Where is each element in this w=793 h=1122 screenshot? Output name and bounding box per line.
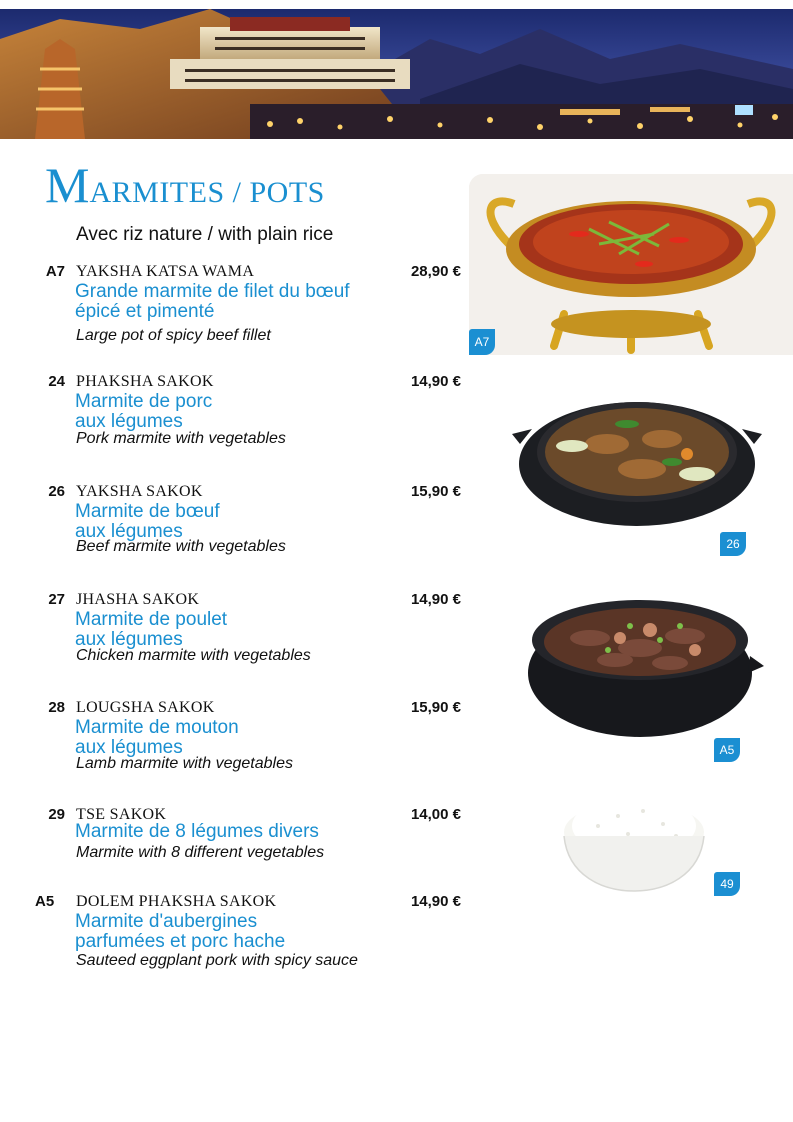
item-name: PHAKSHA SAKOK (76, 373, 214, 390)
plain-rice-bowl-photo (558, 786, 710, 896)
item-description-fr-line: aux légumes (75, 520, 183, 542)
item-description-en: Sauteed eggplant pork with spicy sauce (76, 952, 358, 969)
item-description-en: Beef marmite with vegetables (76, 538, 286, 555)
item-description-fr (75, 912, 405, 951)
menu-item (0, 483, 470, 568)
eggplant-pork-clay-pot-photo (520, 578, 765, 743)
item-description-en: Marmite with 8 different vegetables (76, 844, 325, 861)
item-code: 28 (48, 699, 65, 716)
photo-tag: 26 (720, 532, 746, 556)
page-title-rest: ARMITES / POTS (89, 176, 325, 209)
item-description-en: Chicken marmite with vegetables (76, 647, 311, 664)
item-description-fr-line: Marmite de poulet (75, 609, 228, 630)
item-description-fr-line: Marmite de porc (75, 391, 213, 412)
item-description-en: Pork marmite with vegetables (76, 430, 286, 447)
photo-tag: 49 (714, 872, 740, 896)
menu-item (0, 893, 470, 978)
item-code: 27 (48, 591, 65, 608)
item-description-fr (75, 610, 405, 649)
page-title-initial: M (45, 157, 90, 213)
page-title (45, 157, 325, 213)
item-code: A5 (35, 893, 55, 910)
item-description-fr-line: Marmite de bœuf (75, 501, 220, 522)
item-description-fr (75, 282, 405, 321)
item-description-en: Lamb marmite with vegetables (76, 755, 293, 772)
item-name: JHASHA SAKOK (76, 591, 200, 608)
menu-item (0, 806, 470, 866)
item-description-fr-line: aux légumes (75, 410, 183, 432)
item-description-fr-line: aux légumes (75, 628, 183, 650)
spicy-beef-pot-photo (469, 174, 793, 355)
item-description-fr (75, 822, 405, 842)
menu-item (0, 263, 470, 348)
item-price: 14,90 € (410, 591, 461, 608)
item-price: 15,90 € (410, 483, 461, 500)
item-name: YAKSHA KATSA WAMA (76, 263, 255, 280)
beef-clay-pot-photo (512, 374, 762, 534)
item-description-fr-line: Marmite de 8 légumes divers (75, 821, 319, 842)
item-description-fr (75, 718, 405, 757)
item-price: 28,90 € (410, 263, 461, 280)
photo-tag: A7 (469, 329, 495, 355)
item-code: 26 (48, 483, 65, 500)
item-name: LOUGSHA SAKOK (76, 699, 215, 716)
item-price: 15,90 € (410, 699, 461, 716)
item-description-fr (75, 502, 405, 541)
item-description-fr-line: épicé et pimenté (75, 300, 215, 322)
item-description-fr-line: Grande marmite de filet du bœuf (75, 281, 350, 302)
item-code: 29 (48, 806, 65, 823)
item-description-fr-line: aux légumes (75, 736, 183, 758)
menu-item (0, 699, 470, 784)
item-code: 24 (48, 373, 65, 390)
item-description-en: Large pot of spicy beef fillet (76, 327, 271, 344)
menu-item (0, 373, 470, 458)
menu-item (0, 591, 470, 676)
item-price: 14,90 € (410, 893, 461, 910)
item-description-fr-line: parfumées et porc hache (75, 930, 286, 952)
header-banner-image (0, 9, 793, 139)
item-code: A7 (45, 263, 65, 280)
item-name: YAKSHA SAKOK (76, 483, 203, 500)
page-subtitle: Avec riz nature / with plain rice (76, 224, 334, 245)
item-price: 14,90 € (410, 373, 461, 390)
item-description-fr (75, 392, 405, 431)
photo-tag: A5 (714, 738, 740, 762)
item-name: TSE SAKOK (76, 806, 167, 823)
item-description-fr-line: Marmite de mouton (75, 717, 239, 738)
item-price: 14,00 € (410, 806, 461, 823)
item-description-fr-line: Marmite d'aubergines (75, 911, 258, 932)
item-name: DOLEM PHAKSHA SAKOK (76, 893, 277, 910)
